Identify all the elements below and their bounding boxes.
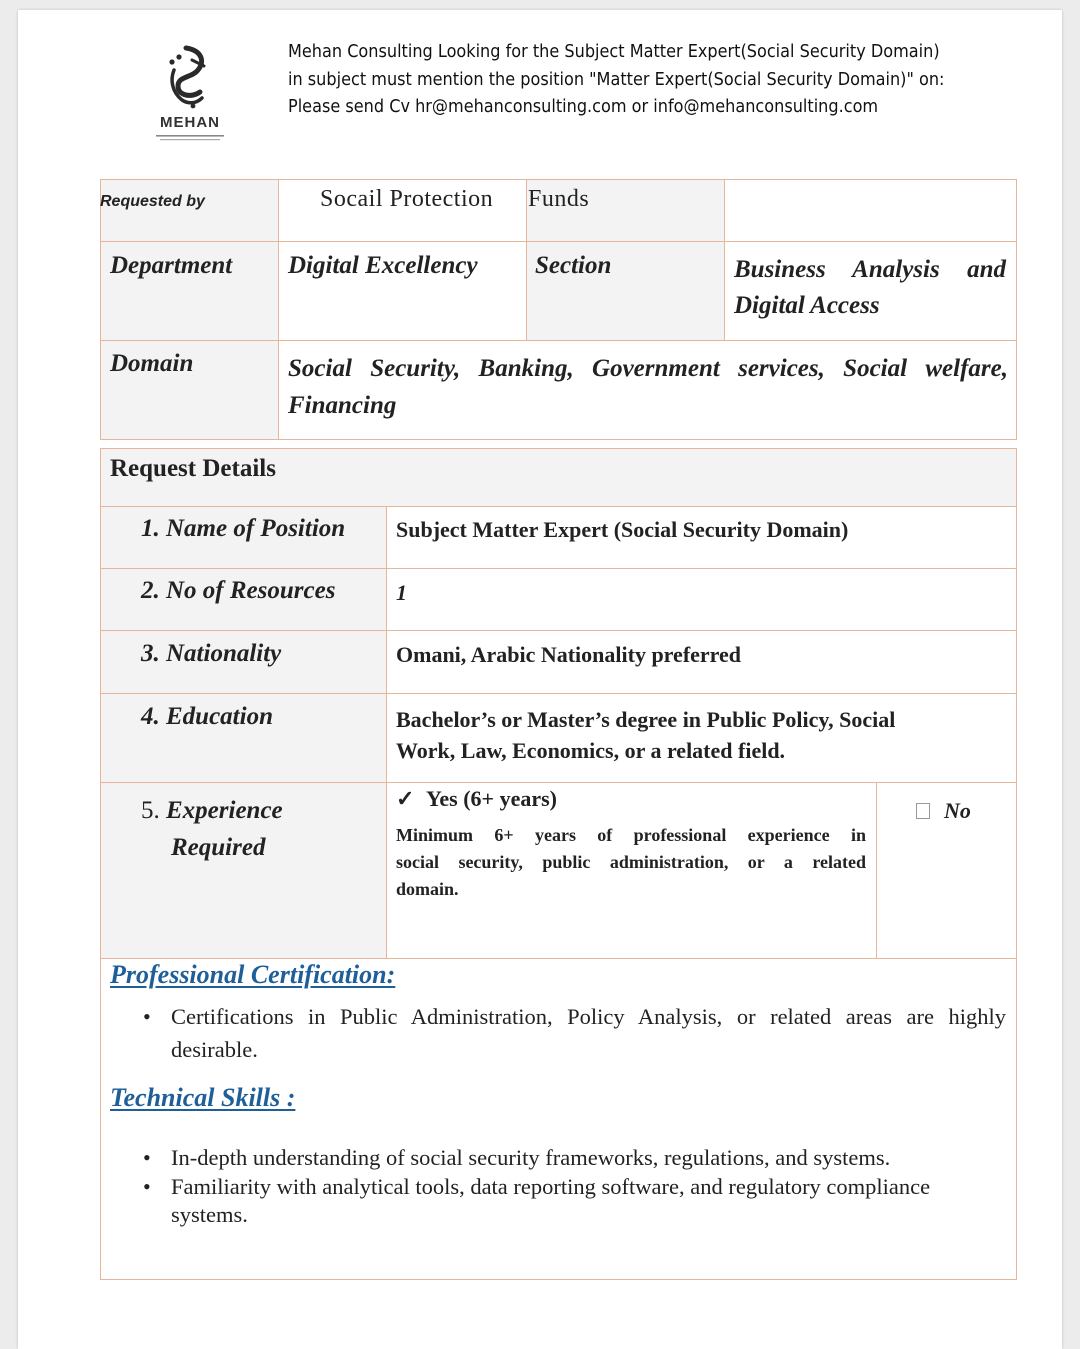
education-value-line-1: Bachelor’s or Master’s degree in Public Policy, Social: [396, 707, 896, 732]
no-of-resources-value: 1: [396, 580, 407, 605]
technical-skills-heading: Technical Skills :: [110, 1083, 296, 1112]
experience-description: [396, 822, 866, 903]
no-of-resources-label: 2. No of Resources: [141, 577, 336, 604]
label-column-bg: [100, 179, 278, 440]
header-line-3: Please send Cv hr@mehanconsulting.com or info@mehanconsulting.com: [288, 97, 879, 117]
section-value: [734, 252, 1006, 324]
education-label: 4. Education: [141, 703, 273, 730]
experience-label: [141, 792, 283, 866]
department-value: Digital Excellency: [288, 252, 478, 279]
experience-label-line-1: Experience: [166, 797, 283, 824]
education-value-line-2: Work, Law, Economics, or a related field.: [396, 738, 786, 763]
section-value-line-2: Digital Access: [734, 292, 880, 319]
name-of-position-label: 1. Name of Position: [141, 515, 346, 542]
certification-item: [143, 1000, 1006, 1066]
professional-certification-heading: Professional Certification:: [110, 960, 396, 989]
experience-desc-line-3: domain.: [396, 879, 459, 899]
experience-no-label: No: [944, 798, 971, 823]
mehan-logo: [148, 40, 232, 150]
bullet-icon: •: [143, 1145, 151, 1170]
technical-skills-list: [143, 1144, 1006, 1229]
mehan-logo-mark: [148, 40, 232, 114]
header-line-1: Mehan Consulting Looking for the Subject Matter Expert(Social Security Domain): [288, 42, 940, 62]
logo-wordmark: MEHAN: [160, 114, 220, 131]
requested-by-value-b: Funds: [528, 186, 590, 212]
request-label-column-bg: [100, 506, 386, 958]
section-label: Section: [535, 252, 612, 279]
check-mark-icon: ✓: [396, 786, 415, 811]
section-value-line-1: Business Analysis and: [734, 256, 1006, 283]
bullet-icon: •: [143, 1174, 151, 1199]
experience-desc-line-1: Minimum 6+ years of professional experience in: [396, 825, 866, 845]
experience-desc-line-2: social security, public administration, or a related: [396, 852, 866, 872]
domain-value-line-1: Social Security, Banking, Government services, Social welfare,: [288, 355, 1008, 382]
experience-label-line-2: Required: [171, 834, 266, 861]
posting-header: [288, 39, 950, 122]
experience-yes-option: [396, 786, 557, 812]
domain-value-line-2: Financing: [288, 392, 397, 419]
nationality-value: Omani, Arabic Nationality preferred: [396, 642, 742, 667]
request-details-title: Request Details: [110, 455, 276, 482]
domain-value: [288, 350, 1008, 424]
technical-skill-1-line-1: In-depth understanding of social security frameworks, regulations, and systems.: [171, 1145, 891, 1170]
name-of-position-value: Subject Matter Expert (Social Security Domain): [396, 517, 849, 542]
technical-skill-2-line-2: systems.: [171, 1202, 248, 1227]
domain-label: Domain: [110, 350, 194, 377]
certification-line-2: desirable.: [171, 1037, 258, 1062]
checkbox-empty-icon: [916, 803, 930, 819]
technical-skill-2-line-1: Familiarity with analytical tools, data reporting software, and regulatory compliance: [171, 1174, 931, 1199]
bullet-icon: •: [143, 1004, 151, 1029]
nationality-label: 3. Nationality: [141, 640, 282, 667]
experience-no-option: [916, 798, 971, 824]
logo-tagline-graphic: [154, 134, 226, 142]
technical-skill-item: [143, 1144, 1006, 1172]
requested-by-value: [320, 186, 493, 213]
requested-by-value-a: Socail Protection: [320, 186, 494, 212]
document-page: [18, 10, 1062, 1349]
requested-by-label: Requested by: [100, 193, 205, 210]
certification-line-1: Certifications in Public Administration, Policy Analysis, or related areas are highly: [171, 1004, 1006, 1029]
department-label: Department: [110, 252, 233, 279]
experience-yes-label: Yes (6+ years): [425, 786, 557, 811]
technical-skill-item: [143, 1173, 1006, 1229]
education-value: [396, 704, 895, 766]
experience-label-number: 5.: [141, 797, 160, 824]
header-line-2: in subject must mention the position "Matter Expert(Social Security Domain)" on:: [288, 69, 945, 90]
